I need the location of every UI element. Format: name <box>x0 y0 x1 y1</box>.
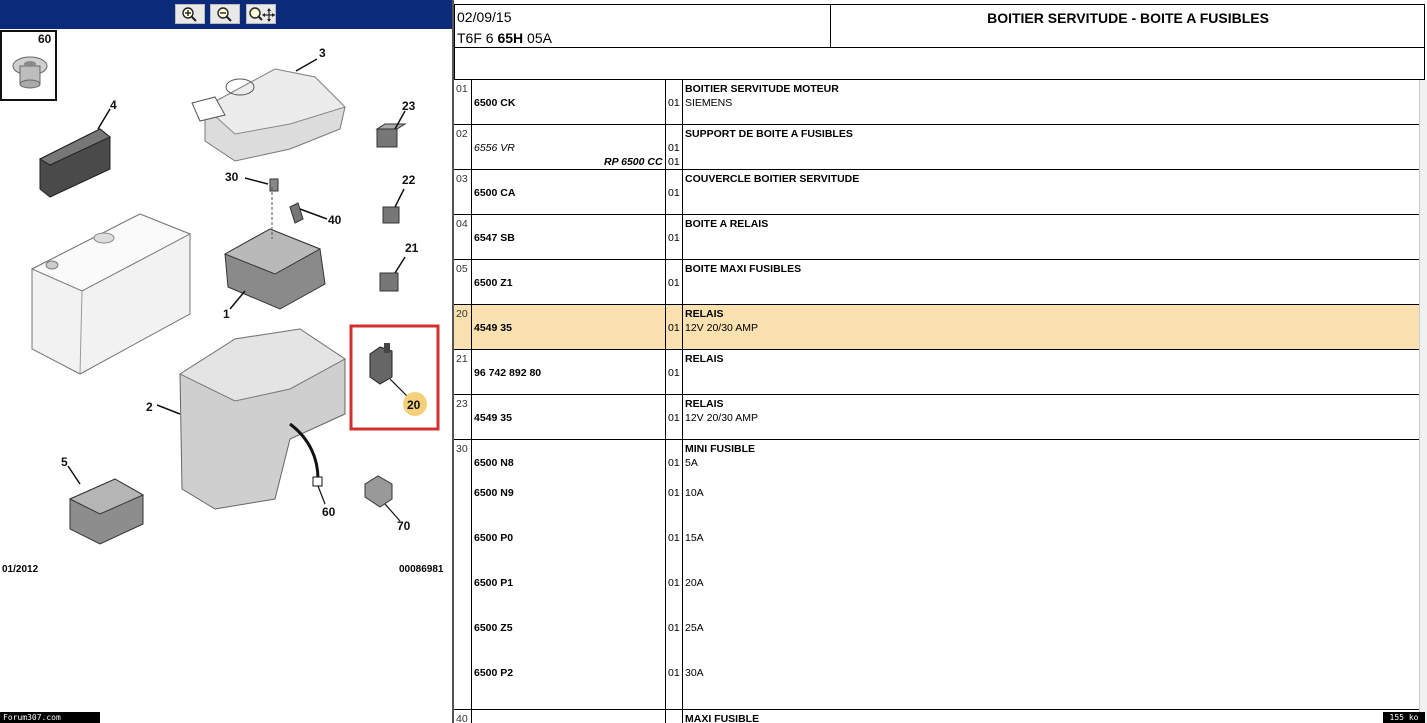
callout-60-bottom[interactable]: 60 <box>322 505 336 519</box>
part-description: 12V 20/30 AMP <box>685 322 758 334</box>
table-row[interactable] <box>454 260 1420 305</box>
part-reference: 4549 35 <box>474 412 512 424</box>
table-row[interactable] <box>454 170 1420 215</box>
part-5-maxi-fuse-box <box>70 479 143 544</box>
part-reference: 6556 VR <box>474 142 515 154</box>
part-quantity: 01 <box>668 412 680 424</box>
part-2-support-tray <box>180 329 345 509</box>
alt-part-quantity: 01 <box>668 156 680 168</box>
callout-5[interactable]: 5 <box>61 455 68 469</box>
part-description: 25A <box>685 622 704 634</box>
part-20-relay <box>370 343 408 397</box>
callout-20[interactable]: 20 <box>407 398 421 412</box>
part-description: 15A <box>685 532 704 544</box>
part-reference: 6500 Z5 <box>474 622 513 634</box>
part-reference: 6500 CK <box>474 97 516 109</box>
vehicle-code <box>457 30 552 46</box>
callout-40[interactable]: 40 <box>328 213 342 227</box>
part-quantity: 01 <box>668 622 680 634</box>
callout-1[interactable]: 1 <box>223 307 230 321</box>
part-description: 10A <box>685 487 704 499</box>
diagram-toolbar <box>0 0 452 29</box>
part-label: BOITE A RELAIS <box>685 218 769 230</box>
table-row[interactable] <box>454 305 1420 350</box>
part-description: 20A <box>685 577 704 589</box>
column-divider <box>665 80 666 723</box>
part-reference: 6500 P1 <box>474 577 514 589</box>
item-number: 04 <box>456 218 468 230</box>
part-description: SIEMENS <box>685 97 733 109</box>
zoom-pan-icon <box>247 6 275 22</box>
file-size-status: 155 ko <box>1383 712 1425 723</box>
sub-header <box>454 48 1425 80</box>
part-22-relay <box>383 207 399 223</box>
vertical-scrollbar[interactable] <box>1419 80 1427 723</box>
item-number: 03 <box>456 173 468 185</box>
vehicle-code-prefix: T6F 6 <box>457 30 498 46</box>
battery <box>32 214 190 374</box>
part-quantity: 01 <box>668 487 680 499</box>
part-reference: 6500 Z1 <box>474 277 513 289</box>
part-label: MINI FUSIBLE <box>685 443 755 455</box>
header-date: 02/09/15 <box>457 9 512 25</box>
part-quantity: 01 <box>668 142 680 154</box>
callout-70[interactable]: 70 <box>397 519 411 533</box>
part-reference: 6500 N9 <box>474 487 514 499</box>
part-reference: 6500 P2 <box>474 667 514 679</box>
part-quantity: 01 <box>668 232 680 244</box>
part-1-fuse-box <box>225 187 325 309</box>
zoom-out-icon <box>214 6 236 22</box>
part-reference: 4549 35 <box>474 322 512 334</box>
callout-30[interactable]: 30 <box>225 170 239 184</box>
vehicle-code-bold: 65H <box>497 30 524 46</box>
diagram-date: 01/2012 <box>2 564 39 575</box>
highlight-box <box>351 326 438 429</box>
zoom-in-icon <box>179 6 201 22</box>
part-quantity: 01 <box>668 457 680 469</box>
part-label: RELAIS <box>685 308 724 320</box>
part-30-mini-fuse <box>270 179 278 191</box>
item-number: 30 <box>456 443 468 455</box>
table-row[interactable] <box>454 395 1420 440</box>
callout-21[interactable]: 21 <box>405 241 419 255</box>
part-70-clip <box>365 476 392 507</box>
item-number: 40 <box>456 713 468 723</box>
callout-2[interactable]: 2 <box>146 400 153 414</box>
table-row[interactable] <box>454 710 1420 723</box>
parts-pane <box>454 0 1427 723</box>
part-label: RELAIS <box>685 353 724 365</box>
item-number: 21 <box>456 353 468 365</box>
part-21-relay <box>380 273 398 291</box>
parts-table <box>454 80 1420 723</box>
part-description: 5A <box>685 457 698 469</box>
parts-header <box>454 4 1425 48</box>
column-divider <box>471 80 472 723</box>
table-row[interactable] <box>454 80 1420 125</box>
part-40-maxi-fuse <box>290 203 303 223</box>
column-divider <box>682 80 683 723</box>
part-quantity: 01 <box>668 532 680 544</box>
part-3-cover <box>192 69 345 161</box>
table-row[interactable] <box>454 215 1420 260</box>
part-quantity: 01 <box>668 322 680 334</box>
zoom-pan-button[interactable] <box>246 4 276 24</box>
page-title: BOITIER SERVITUDE - BOITE A FUSIBLES <box>987 10 1269 26</box>
part-quantity: 01 <box>668 187 680 199</box>
table-row[interactable] <box>454 440 1420 710</box>
table-row[interactable] <box>454 350 1420 395</box>
part-label: SUPPORT DE BOITE A FUSIBLES <box>685 128 853 140</box>
part-description: 30A <box>685 667 704 679</box>
part-quantity: 01 <box>668 667 680 679</box>
item-number: 20 <box>456 308 468 320</box>
header-info <box>455 5 831 47</box>
part-label: BOITE MAXI FUSIBLES <box>685 263 802 275</box>
callout-4[interactable]: 4 <box>110 98 117 112</box>
callout-60-top[interactable]: 60 <box>38 32 52 46</box>
watermark: Forum307.com <box>0 712 100 723</box>
part-4-relay-box <box>40 129 110 197</box>
diagram-reference: 00086981 <box>399 564 444 575</box>
alt-part-reference: RP 6500 CC <box>604 156 663 168</box>
exploded-parts-diagram <box>0 29 452 589</box>
part-reference: 6500 N8 <box>474 457 514 469</box>
part-label: BOITIER SERVITUDE MOTEUR <box>685 83 839 95</box>
table-row[interactable] <box>454 125 1420 170</box>
part-description: 12V 20/30 AMP <box>685 412 758 424</box>
zoom-in-button[interactable] <box>175 4 205 24</box>
part-quantity: 01 <box>668 577 680 589</box>
part-reference: 96 742 892 80 <box>474 367 542 379</box>
part-23-relay <box>377 124 405 147</box>
part-label: RELAIS <box>685 398 724 410</box>
part-reference: 6500 P0 <box>474 532 514 544</box>
part-label: MAXI FUSIBLE <box>685 713 760 723</box>
item-number: 05 <box>456 263 468 275</box>
vehicle-code-suffix: 05A <box>523 30 552 46</box>
item-number: 23 <box>456 398 468 410</box>
part-reference: 6547 SB <box>474 232 515 244</box>
part-label: COUVERCLE BOITIER SERVITUDE <box>685 173 860 185</box>
callout-23[interactable]: 23 <box>402 99 416 113</box>
item-number: 01 <box>456 83 468 95</box>
part-quantity: 01 <box>668 367 680 379</box>
callout-3[interactable]: 3 <box>319 46 326 60</box>
zoom-out-button[interactable] <box>210 4 240 24</box>
part-quantity: 01 <box>668 97 680 109</box>
part-quantity: 01 <box>668 277 680 289</box>
part-reference: 6500 CA <box>474 187 516 199</box>
callout-22[interactable]: 22 <box>402 173 416 187</box>
item-number: 02 <box>456 128 468 140</box>
diagram-pane <box>0 0 452 723</box>
